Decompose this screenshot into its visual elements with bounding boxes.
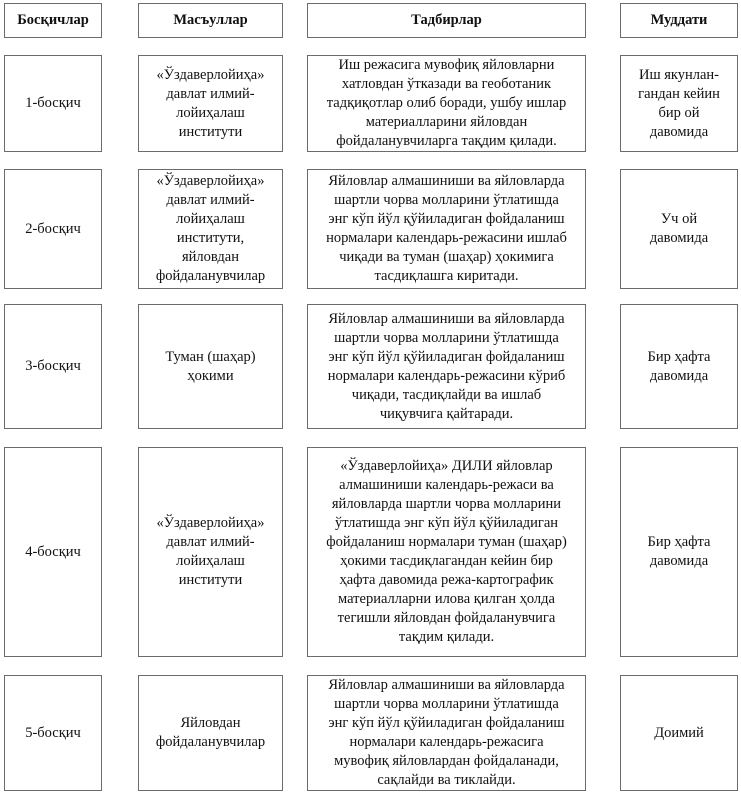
duration-cell: Доимий <box>620 675 738 791</box>
stage-cell: 1-босқич <box>4 55 102 152</box>
duration-cell: Уч ой давомида <box>620 169 738 289</box>
duration-cell: Бир ҳафта давомида <box>620 447 738 657</box>
header-measures: Тадбирлар <box>307 3 586 38</box>
responsible-cell: «Ўздаверлойиҳа» давлат илмий- лойиҳалаш институти, яйловдан фойдаланувчилар <box>138 169 283 289</box>
responsible-cell: «Ўздаверлойиҳа» давлат илмий- лойиҳалаш институти <box>138 447 283 657</box>
duration-cell: Иш якунлан- гандан кейин бир ой давомида <box>620 55 738 152</box>
header-responsible: Масъуллар <box>138 3 283 38</box>
stage-cell: 2-босқич <box>4 169 102 289</box>
measures-cell: Иш режасига мувофиқ яйловларни хатловдан ўтказади ва геоботаник тадқиқотлар олиб боради, ушбу ишлар материалларини яйловдан фойдаланувчиларга тақдим қилади. <box>307 55 586 152</box>
responsible-cell: Яйловдан фойдаланувчилар <box>138 675 283 791</box>
header-duration: Муддати <box>620 3 738 38</box>
responsible-cell: «Ўздаверлойиҳа» давлат илмий- лойиҳалаш институти <box>138 55 283 152</box>
responsible-cell: Туман (шаҳар) ҳокими <box>138 304 283 429</box>
measures-cell: Яйловлар алмашиниши ва яйловларда шартли чорва молларини ўтлатишда энг кўп йўл қўйиладиган фойдаланиш нормалари календарь-режасини ишлаб чиқади ва туман (шаҳар) ҳокимига тасдиқлашга киритади. <box>307 169 586 289</box>
measures-cell: Яйловлар алмашиниши ва яйловларда шартли чорва молларини ўтлатишда энг кўп йўл қўйиладиган фойдаланиш нормалари календарь-режасини кўриб чиқади, тасдиқлайди ва ишлаб чиқувчига қайтаради. <box>307 304 586 429</box>
duration-cell: Бир ҳафта давомида <box>620 304 738 429</box>
stage-cell: 5-босқич <box>4 675 102 791</box>
header-stages: Босқичлар <box>4 3 102 38</box>
stage-cell: 3-босқич <box>4 304 102 429</box>
stage-cell: 4-босқич <box>4 447 102 657</box>
measures-cell: «Ўздаверлойиҳа» ДИЛИ яйловлар алмашиниши календарь-режаси ва яйловларда шартли чорва молларини ўтлатишда энг кўп йўл қўйиладиган фойдаланиш нормалари туман (шаҳар) ҳокими тасдиқлагандан кейин бир ҳафта давомида режа-картографик материалларни илова қилган ҳолда тегишли яйловдан фойдаланувчига тақдим қилади. <box>307 447 586 657</box>
measures-cell: Яйловлар алмашиниши ва яйловларда шартли чорва молларини ўтлатишда энг кўп йўл қўйиладиган фойдаланиш нормалари календарь-режасига мувофиқ яйловлардан фойдаланади, сақлайди ва тиклайди. <box>307 675 586 791</box>
